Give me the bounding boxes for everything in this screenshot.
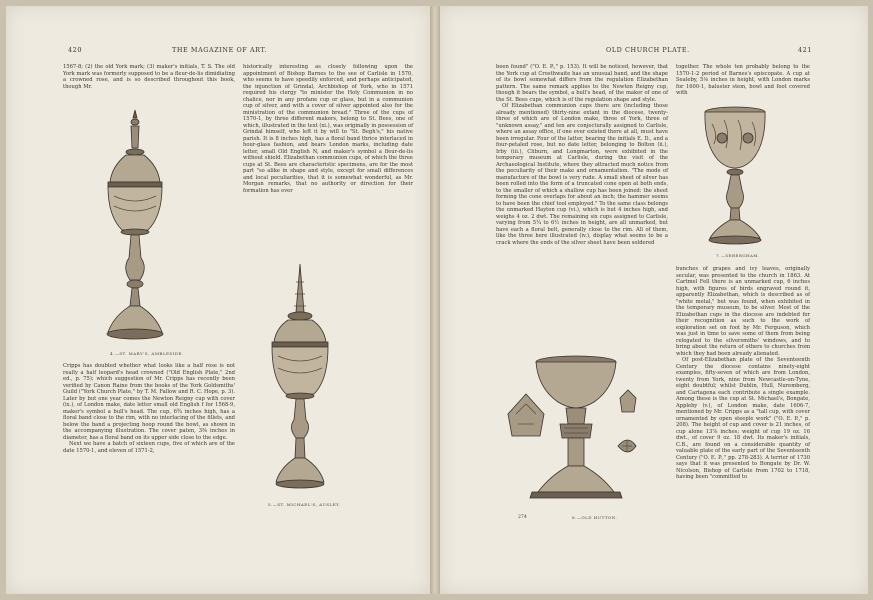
right-col1 (496, 64, 668, 246)
paragraph: historically interesting as closely following upon the appointment of Bishop Barnes to the see of Carlisle in 1570, who seems to have speedily enforced, and perhaps anticipated, the injunction of Grindal, Archbishop of York, who in 1571 required his clergy "to minister the Holy Communion in no chalice, nor in any profane cup or glass, but in a communion cup of silver, and with a cover of silver appointed also for the ministration of the communion bread." Three of the cups of 1570-1, by three different makers, belong to St. Bees, one of which, illustrated in the text (xi.), was originally in possession of Grindal himself, who left it by will to "St. Begh's," his native parish. It is 8 inches high, has a floral band thrice interlaced in hour-glass fashion, and bears London marks, including date letter, small Old English N, and maker's symbol a fleur-de-lis without shield. Elizabethan communion cups, of which the three cups at St. Bees are characteristic specimens, are for the most part "so alike in shape and style, except for small differences and local peculiarities, that it is somewhat wonderful, as Mr. Morgan remarks, that no authority or direction for their formation has ever (243, 64, 413, 194)
paragraph: Next we have a batch of sixteen cups, five of which are of the date 1570-1, and eleven of 1571-2, (63, 441, 235, 454)
right-running-title: OLD CHURCH PLATE. (606, 46, 690, 54)
fig6-caption: 6.—OLD HUTTON. (572, 515, 618, 520)
paragraph: together. The whole ten probably belong to the 1570-1-2 period of Barnes's episcopate. A cup at Sealeby, 5⅛ inches in height, with London marks for 1600-1, baluster stem, bowl and foot covered with (676, 64, 810, 96)
right-page-number: 421 (798, 46, 812, 54)
fig4-cup-illustration (100, 108, 170, 346)
fig5-cup-illustration (262, 262, 338, 498)
right-col2-top (676, 64, 810, 97)
paragraph: bunches of grapes and ivy leaves, originally secular, was presented to the church in 1863. At Cartmel Fell there is an unmarked cup, 6 inches high, with figures of birds engraved round it, apparently Elizabethan, which is described as of "white metal," but was found, when exhibited in the temporary museum, to be silver. Most of the Elizabethan cups in the diocese are indebted for their recognition as such to the work of exploration set on foot by Mr. Ferguson, which was just in time to save some of them from being relegated to the silversmiths' windows, and to bring about the return of others to churches from which they had been already alienated. (676, 266, 810, 357)
left-col1-top (63, 64, 235, 90)
footer-signature-mark: 274 (518, 515, 527, 520)
fig5-caption: 5.—ST. MICHAEL'S, AUSLEY. (268, 502, 341, 507)
fig7-cup-illustration (698, 104, 772, 248)
paragraph: Of Elizabethan communion cups there are (including those already mentioned) thirty-nine extant in the diocese, twenty-three of which are of London make, three of York, three of "unknown assay," and ten are conjecturally assigned to Carlisle, where an assay office, if one ever existed there at all, must have been irregular. Four of the latter, bearing the initials E. D., and a four-petaled rose, but no date letter, belonging to Bolton (ii.), Irby (iii.), Cliburn, and Longmarton, were exhibited in the temporary museum at Carlisle, during the visit of the Archaeological Institute, where they attracted much notice from the peculiarity of their make and ornamentation. "The mode of manufacture of the bowl is very rude. A small sheet of silver has been rolled into the form of a truncated cone open at both ends, to the smaller of which a shallow cup has been joined: the sheet forming the cone overlaps for about an inch; the hammer seems to have been the chief tool employed." To the same class belongs the unmarked Hayton cup (vi.), which is but 4 inches high, and weighs 4 oz. 2 dwt. The remaining six cups assigned to Carlisle, varying from 5¼ to 6½ inches in height, are all unmarked, but have each a floral belt, generally close to the rim. All of them, like the three here illustrated (iv.), display what seems to be a crack where the ends of the silver sheet have been soldered (496, 103, 668, 246)
left-col1-bottom (63, 363, 235, 454)
fig4-caption: 4.—ST. MARY'S, AMBLESIDE. (110, 351, 184, 356)
left-page-number: 420 (68, 46, 82, 54)
left-running-title: THE MAGAZINE OF ART. (172, 46, 268, 54)
fig6-cup-illustration (504, 354, 644, 506)
paragraph: Of post-Elizabethan plate of the Seventeenth Century the diocese contains ninety-eight examples, fifty-seven of which are from London, twenty from York, nine from Newcastle-on-Tyne, eight doubtful; whilst Dublin, Hull, Nuremberg, and Cartagena each contribute a single example. Among these is the cup at St. Michael's, Bongate, Appleby (v.), of London make, date 1606-7, mentioned by Mr. Cripps as a "tall cup, with cover ornamented by open steeple work" ("O. E. P.," p. 208). The height of cup and cover is 21 inches, of cup alone 13⅞ inches; weight of cup 19 oz. 16 dwt., of cover 9 oz. 18 dwt. Its maker's initials, C.B., are found on a considerable quantity of valuable plate of the early part of the Seventeenth Century ("O. E. P.," pp. 278-283). A terrier of 1730 says that it was presented to Bongate by Dr. W. Nicolson, Bishop of Carlisle from 1702 to 1718, having been "committed to (676, 357, 810, 480)
right-col2-bottom (676, 266, 810, 481)
left-col2 (243, 64, 413, 194)
paragraph: Cripps has doubted whether what looks like a half rose is not really a half leopard's head crowned ("Old English Plate," 2nd ed., p. 75); which suggestion of Mr. Cripps has recently been verified by Canon Raine from the books of the York Goldsmiths' Guild ("York Church Plate," by T. M. Fallow and R. C. Hope, p. 3). Later by but one year comes the Newton Reigny cup with cover (ix.), of London make, date letter small old English f for 1568-9, maker's symbol a bull's head. The cup, 6¾ inches high, has a floral band close to the rim, with no interlacing of the fillets, and below the band a projecting hoop round the bowl, as shown in the accompanying illustration. The cover paten, 3⅜ inches in diameter, has a floral band on its upper side close to the edge. (63, 363, 235, 441)
paragraph: 1567-8; (2) the old York mark; (3) maker's initials, T. S. The old York mark was formerly supposed to be a fleur-de-lis dimidiating a crowned rose, and is so described throughout this book, though Mr. (63, 64, 235, 90)
paragraph: been found" ("O. E. P.," p. 153). It will be noticed, however, that the York cup at Crosthwaite has an unusual band, and the shape of its bowl somewhat differs from the regulation Elizabethan pattern. The same remark applies to the Newton Reigny cup, though it bears the symbol, a bull's head, of the maker of one of the St. Bees cups, which is of the regulation shape and style. (496, 64, 668, 103)
book-spine (430, 6, 440, 594)
fig7-caption: 7.—SEBERGHAM. (716, 253, 760, 258)
